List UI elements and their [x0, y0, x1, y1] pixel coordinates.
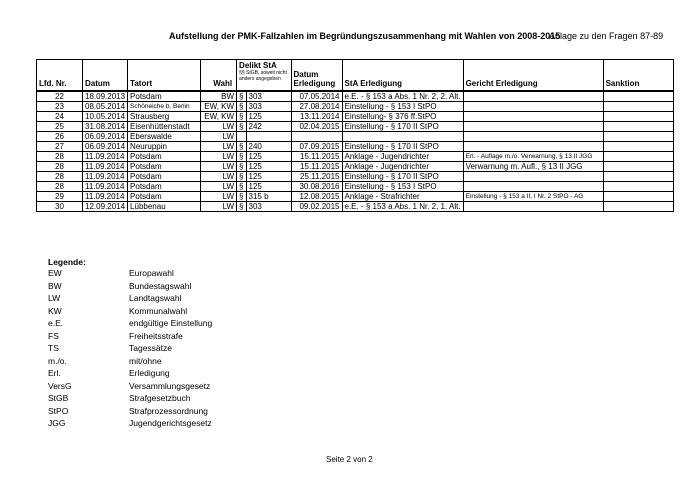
cell-tatort: Potsdam [128, 91, 201, 102]
cell-erl-datum: 12.08.2015 [291, 192, 342, 202]
cell-nr: 29 [37, 192, 83, 202]
cell-sta-erledigung: Anklage - Jugendrichter [342, 152, 463, 162]
cell-delikt: 303 [246, 91, 291, 102]
legend-title: Legende: [48, 257, 86, 267]
legend-description: Kommunalwahl [129, 305, 188, 316]
cell-paragraph: § [237, 172, 246, 182]
cell-delikt: 242 [246, 122, 291, 132]
cell-sta-erledigung: Anklage - Jugendrichter [342, 162, 463, 172]
legend-abbreviation: LW [48, 293, 61, 303]
cell-nr: 27 [37, 142, 83, 152]
cell-delikt: 315 b [246, 192, 291, 202]
cell-gericht-erledigung [463, 132, 603, 142]
cell-gericht-erledigung: Verwarnung m. Aufl., § 13 II JGG [463, 162, 603, 172]
cell-gericht-erledigung: Einstellung - § 153 a II, I Nr. 2 StPO - AG [463, 192, 603, 202]
legend-abbreviation: e.E. [48, 318, 64, 328]
cell-datum: 11.09.2014 [83, 152, 128, 162]
cell-nr: 28 [37, 152, 83, 162]
cell-wahl: LW [201, 182, 237, 192]
cell-datum: 31.08.2014 [83, 122, 128, 132]
legend-description: Tagessätze [129, 343, 172, 353]
cell-erl-datum: 27.08.2014 [291, 102, 342, 112]
cell-sanktion [603, 162, 673, 172]
cell-gericht-erledigung [463, 102, 603, 112]
legend-description: Freiheitsstrafe [129, 330, 183, 341]
cell-gericht-erledigung: Erl. - Auflage m./o. Verwarnung, § 13 II JGG [463, 152, 603, 162]
table-row [37, 182, 674, 192]
table-row [37, 132, 674, 142]
cell-paragraph: § [237, 142, 246, 152]
cell-sanktion [603, 122, 673, 132]
cell-sanktion [603, 132, 673, 142]
col-header-tatort: Tatort [128, 60, 201, 92]
table-row [37, 152, 674, 162]
cell-wahl: LW [201, 132, 237, 142]
cell-sta-erledigung [342, 132, 463, 142]
cell-datum: 11.09.2014 [83, 182, 128, 192]
cell-tatort: Potsdam [128, 182, 201, 192]
cell-delikt: 303 [246, 102, 291, 112]
cell-datum: 06.09.2014 [83, 132, 128, 142]
table-row [37, 112, 674, 122]
cell-erl-datum: 07.05.2014 [291, 91, 342, 102]
cell-nr: 22 [37, 91, 83, 102]
legend-abbreviation: StPO [48, 405, 69, 416]
cell-gericht-erledigung [463, 122, 603, 132]
delikt-header-label: Delikt StA [239, 61, 277, 70]
cell-paragraph: § [237, 192, 246, 202]
legend-description: Europawahl [129, 268, 174, 278]
cell-tatort: Eberswalde [128, 132, 201, 142]
cell-nr: 26 [37, 132, 83, 142]
table-row [37, 91, 674, 102]
cell-erl-datum: 13.11.2014 [291, 112, 342, 122]
cell-tatort: Neuruppin [128, 142, 201, 152]
cell-paragraph: § [237, 112, 246, 122]
cell-datum: 06.09.2014 [83, 142, 128, 152]
cell-sanktion [603, 182, 673, 192]
cell-delikt: 125 [246, 112, 291, 122]
legend-abbreviation: TS [48, 343, 59, 353]
cell-tatort: Strausberg [128, 112, 201, 122]
cell-gericht-erledigung [463, 172, 603, 182]
cell-tatort: Potsdam [128, 162, 201, 172]
cell-erl-datum: 02.04.2015 [291, 122, 342, 132]
cell-wahl: LW [201, 162, 237, 172]
legend-abbreviation: JGG [48, 418, 66, 428]
page-number: Seite 2 von 2 [326, 455, 373, 464]
cell-delikt: 125 [246, 172, 291, 182]
cell-delikt: 240 [246, 142, 291, 152]
legend-description: Strafgesetzbuch [129, 393, 191, 403]
cell-paragraph: § [237, 122, 246, 132]
cell-paragraph [237, 132, 246, 142]
legend-abbreviation: m./o. [48, 355, 67, 366]
cell-sta-erledigung: Einstellung - § 170 II StPO [342, 142, 463, 152]
cell-sta-erledigung: Einstellung - § 153 I StPO [342, 182, 463, 192]
cell-sanktion [603, 91, 673, 102]
table-row [37, 142, 674, 152]
erl-datum-header-line1: Datum [293, 70, 319, 79]
table-row [37, 162, 674, 172]
cell-wahl: LW [201, 202, 237, 212]
legend-description: Erledigung [129, 368, 170, 378]
legend-abbreviation: BW [48, 280, 62, 291]
legend-description: mit/ohne [129, 355, 162, 366]
col-header-datum: Datum [83, 60, 128, 92]
document-title: Aufstellung der PMK-Fallzahlen im Begründungszusammenhang mit Wahlen von 2008-2015 [169, 31, 561, 41]
cell-tatort: Lübbenau [128, 202, 201, 212]
delikt-header-note: §§ StGB, soweit nicht anders angegeben [239, 70, 287, 82]
legend-description: Jugendgerichtsgesetz [129, 418, 212, 428]
cell-paragraph: § [237, 202, 246, 212]
cell-sta-erledigung: Anklage - Strafrichter [342, 192, 463, 202]
cell-gericht-erledigung [463, 112, 603, 122]
col-header-sanktion: Sanktion [603, 60, 673, 92]
cell-wahl: LW [201, 122, 237, 132]
erl-datum-header-line2: Erledigung [293, 79, 336, 88]
cell-datum: 08.05.2014 [83, 102, 128, 112]
legend-description: Bundestagswahl [129, 280, 192, 291]
cell-paragraph: § [237, 182, 246, 192]
legend-description: Landtagswahl [129, 293, 182, 303]
cell-delikt [246, 132, 291, 142]
cell-wahl: LW [201, 172, 237, 182]
cell-paragraph: § [237, 102, 246, 112]
legend-description: Strafprozessordnung [129, 405, 208, 416]
cell-sta-erledigung: e.E. - § 153 a Abs. 1 Nr. 2, 2. Alt. [342, 91, 463, 102]
cell-datum: 18.09.2013 [83, 91, 128, 102]
cell-wahl: EW, KW [201, 102, 237, 112]
cell-paragraph: § [237, 91, 246, 102]
cell-sanktion [603, 152, 673, 162]
legend-abbreviation: KW [48, 305, 62, 316]
legend-abbreviation: Erl. [48, 368, 61, 378]
table-row [37, 192, 674, 202]
cell-datum: 10.05.2014 [83, 112, 128, 122]
cell-delikt: 125 [246, 182, 291, 192]
legend-abbreviation: FS [48, 330, 59, 341]
cell-erl-datum: 07.09.2015 [291, 142, 342, 152]
cell-wahl: BW [201, 91, 237, 102]
cell-wahl: EW, KW [201, 112, 237, 122]
cell-nr: 28 [37, 162, 83, 172]
cell-datum: 11.09.2014 [83, 162, 128, 172]
cell-erl-datum: 15.11.2015 [291, 162, 342, 172]
table-row [37, 202, 674, 212]
cell-tatort: Schöneiche b. Berlin [128, 102, 201, 112]
cell-gericht-erledigung [463, 142, 603, 152]
cell-sanktion [603, 112, 673, 122]
cell-erl-datum: 15.11.2015 [291, 152, 342, 162]
cell-gericht-erledigung [463, 182, 603, 192]
annex-note: Anlage zu den Fragen 87-89 [549, 31, 664, 41]
cell-gericht-erledigung [463, 202, 603, 212]
table-header-row [37, 60, 674, 92]
cell-datum: 11.09.2014 [83, 192, 128, 202]
cell-sanktion [603, 172, 673, 182]
cell-nr: 28 [37, 182, 83, 192]
cell-sta-erledigung: Einstellung- § 376 ff.StPO [342, 112, 463, 122]
cell-tatort: Potsdam [128, 192, 201, 202]
col-header-sta-erledigung: StA Erledigung [342, 60, 463, 92]
col-header-wahl: Wahl [201, 60, 237, 92]
cell-tatort: Potsdam [128, 152, 201, 162]
table-row [37, 122, 674, 132]
cell-wahl: LW [201, 152, 237, 162]
col-header-gericht-erledigung: Gericht Erledigung [463, 60, 603, 92]
cell-delikt: 125 [246, 152, 291, 162]
table-row [37, 102, 674, 112]
cell-nr: 24 [37, 112, 83, 122]
cell-paragraph: § [237, 152, 246, 162]
cell-sanktion [603, 142, 673, 152]
col-header-delikt [237, 60, 291, 92]
cell-tatort: Potsdam [128, 172, 201, 182]
cell-wahl: LW [201, 192, 237, 202]
cell-nr: 28 [37, 172, 83, 182]
cell-erl-datum [291, 132, 342, 142]
table-row [37, 172, 674, 182]
col-header-erl-datum [291, 60, 342, 92]
cell-delikt: 303 [246, 202, 291, 212]
cell-sta-erledigung: Einstellung - § 170 II StPO [342, 172, 463, 182]
cell-delikt: 125 [246, 162, 291, 172]
cell-datum: 12.09.2014 [83, 202, 128, 212]
cell-gericht-erledigung [463, 91, 603, 102]
cell-erl-datum: 25.11.2015 [291, 172, 342, 182]
cell-tatort: Eisenhüttenstadt [128, 122, 201, 132]
cell-sta-erledigung: Einstellung - § 153 I StPO [342, 102, 463, 112]
cell-sta-erledigung: Einstellung - § 170 II StPO [342, 122, 463, 132]
cell-erl-datum: 30.08.2016 [291, 182, 342, 192]
cell-sanktion [603, 192, 673, 202]
cell-nr: 25 [37, 122, 83, 132]
cell-sta-erledigung: e.E. - § 153 a Abs. 1 Nr. 2, 1. Alt. [342, 202, 463, 212]
cell-paragraph: § [237, 162, 246, 172]
cell-datum: 11.09.2014 [83, 172, 128, 182]
cell-nr: 30 [37, 202, 83, 212]
cell-sanktion [603, 102, 673, 112]
legend-abbreviation: VersG [48, 380, 72, 391]
legend-description: endgültige Einstellung [129, 318, 213, 328]
cell-wahl: LW [201, 142, 237, 152]
legend-abbreviation: EW [48, 268, 62, 278]
legend-description: Versammlungsgesetz [129, 380, 211, 391]
cell-sanktion [603, 202, 673, 212]
legend-abbreviation: StGB [48, 393, 69, 403]
cell-erl-datum: 09.02.2015 [291, 202, 342, 212]
cell-nr: 23 [37, 102, 83, 112]
cases-table [36, 59, 674, 212]
col-header-nr: Lfd. Nr. [37, 60, 83, 92]
